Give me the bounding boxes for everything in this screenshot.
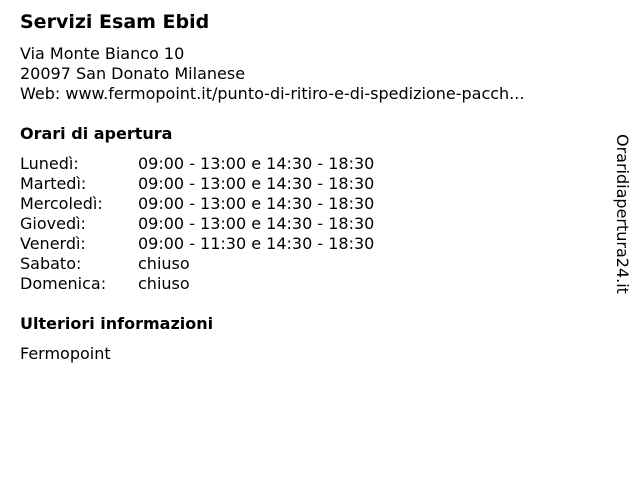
day-label: Martedì: [20, 174, 87, 193]
day-label: Domenica: [20, 274, 107, 293]
address-street: Via Monte Bianco 10 [20, 44, 185, 63]
additional-info-heading: Ulteriori informazioni [20, 314, 214, 333]
day-label: Venerdì: [20, 234, 86, 253]
day-label: Giovedì: [20, 214, 86, 233]
additional-info-text: Fermopoint [20, 344, 111, 363]
watermark-text: Oraridiapertura24.it [613, 134, 632, 294]
business-name: Servizi Esam Ebid [20, 11, 210, 33]
time-value: 09:00 - 13:00 e 14:30 - 18:30 [138, 154, 375, 173]
day-label: Mercoledì: [20, 194, 103, 213]
site-watermark [612, 134, 636, 310]
day-label: Sabato: [20, 254, 82, 273]
time-value: chiuso [138, 274, 190, 293]
opening-hours-heading: Orari di apertura [20, 124, 173, 143]
time-value: 09:00 - 13:00 e 14:30 - 18:30 [138, 194, 375, 213]
time-value: chiuso [138, 254, 190, 273]
time-value: 09:00 - 11:30 e 14:30 - 18:30 [138, 234, 375, 253]
time-value: 09:00 - 13:00 e 14:30 - 18:30 [138, 174, 375, 193]
website-link[interactable]: Web: www.fermopoint.it/punto-di-ritiro-e-di-spedizione-pacch... [20, 84, 525, 103]
address-city: 20097 San Donato Milanese [20, 64, 246, 83]
business-address [20, 44, 524, 104]
day-label: Lunedì: [20, 154, 79, 173]
time-value: 09:00 - 13:00 e 14:30 - 18:30 [138, 214, 375, 233]
